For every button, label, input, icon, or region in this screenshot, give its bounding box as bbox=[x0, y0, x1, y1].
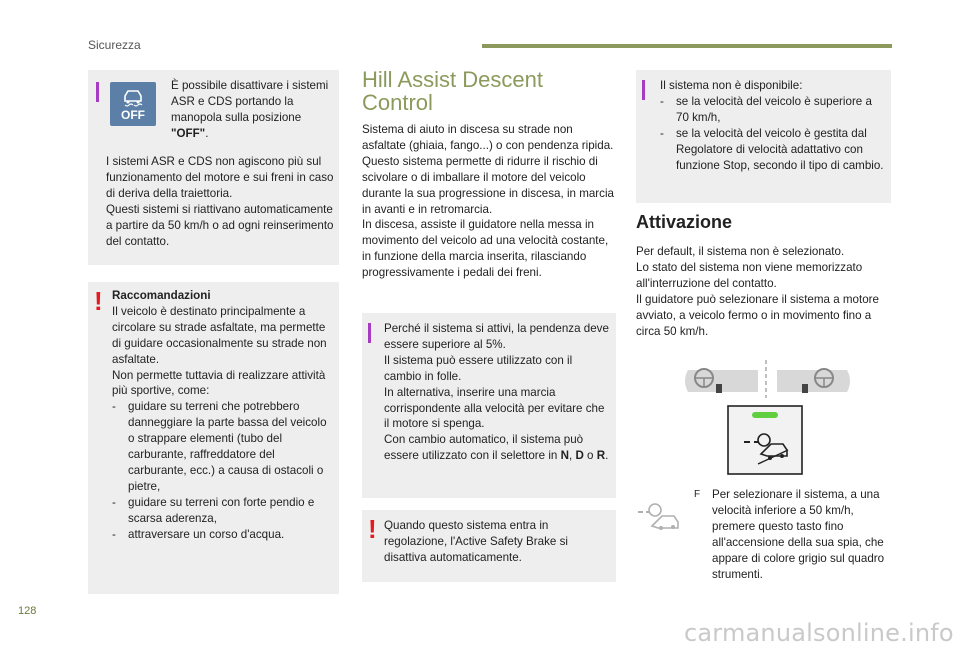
section-label: Sicurezza bbox=[88, 38, 141, 52]
asr-cds-off-icon bbox=[110, 82, 156, 126]
activation-steps bbox=[694, 487, 894, 582]
info-marker-icon bbox=[642, 80, 645, 100]
watermark: carmanualsonline.info bbox=[684, 619, 954, 647]
gear-n: N bbox=[560, 449, 569, 463]
activation-heading: Attivazione bbox=[636, 212, 733, 232]
gear-r: R bbox=[596, 449, 606, 463]
list-item: - guidare su terreni con forte pendio e scarsa aderenza, bbox=[112, 495, 336, 527]
activation-p1: Per default, il sistema non è selezionato. bbox=[636, 245, 845, 258]
hadc-info-p4: Con cambio automatico, il sistema può essere utilizzato con il selettore in N, D o R. bbox=[384, 433, 609, 463]
info-marker-icon bbox=[368, 323, 371, 343]
hadc-info-p2: Il sistema può essere utilizzato con il cambio in folle. bbox=[384, 353, 573, 383]
asr-paragraph-2: Questi sistemi si riattivano automaticamente a partire da 50 km/h o ad ogni reinserimento del contatto. bbox=[106, 203, 334, 248]
off-label: OFF bbox=[121, 108, 145, 122]
console-left-panel bbox=[685, 369, 758, 393]
info-marker-icon bbox=[96, 82, 99, 102]
hadc-info-box bbox=[362, 313, 616, 498]
hadc-button-icon bbox=[728, 406, 802, 474]
hadc-p3: In discesa, assiste il guidatore nella messa in movimento del veicolo ad una velocità costante, in funzione della marcia inserita, rilasciando progressivamente i pedali dei freni. bbox=[362, 218, 609, 280]
recommendations-p1: Il veicolo è destinato principalmente a circolare su strade asfaltate, ma permette di guidare occasionalmente su strade non asfaltate. bbox=[112, 304, 327, 366]
hadc-p2: Questo sistema permette di ridurre il rischio di scivolare o di imballare il motore del veicolo durante la sua progressione in discesa, in marcia in avanti e in retromarcia. bbox=[362, 154, 614, 216]
activation-p3: Il guidatore può selezionare il sistema a motore avviato, a veicolo fermo o in movimento fino a circa 50 km/h. bbox=[636, 292, 879, 338]
header-accent-bar bbox=[482, 44, 892, 48]
asr-info-box bbox=[88, 70, 339, 265]
page-number: 128 bbox=[18, 605, 37, 617]
safety-brake-warning-box bbox=[362, 510, 616, 582]
availability-list bbox=[660, 94, 886, 174]
recommendations-title: Raccomandazioni bbox=[112, 289, 211, 302]
safety-brake-text: Quando questo sistema entra in regolazione, l'Active Safety Brake si disattiva automaticamente. bbox=[384, 519, 568, 564]
asr-intro-text: È possibile disattivare i sistemi ASR e CDS portando la manopola sulla posizione "OFF". bbox=[171, 79, 329, 140]
warning-marker-icon: ! bbox=[94, 286, 103, 316]
availability-info-box bbox=[636, 70, 891, 203]
console-illustration bbox=[682, 358, 852, 478]
availability-intro: Il sistema non è disponibile: bbox=[660, 79, 803, 92]
warning-marker-icon: ! bbox=[368, 514, 377, 544]
page-title: Hill Assist Descent Control bbox=[362, 67, 543, 115]
hadc-info-p1: Perché il sistema si attivi, la pendenza deve essere superiore al 5%. bbox=[384, 322, 609, 351]
recommendations-list bbox=[112, 399, 336, 542]
activation-p2: Lo stato del sistema non viene memorizzato all'interruzione del contatto. bbox=[636, 260, 863, 290]
console-right-panel bbox=[777, 369, 850, 393]
list-item: - attraversare un corso d'acqua. bbox=[112, 527, 336, 543]
hadc-button-small-icon bbox=[636, 498, 684, 532]
recommendations-warning-box bbox=[88, 282, 339, 594]
gear-d: D bbox=[575, 449, 584, 463]
list-item: - se la velocità del veicolo è gestita dal Regolatore di velocità adattativo con funzione Stop, secondo il tipo di cambio. bbox=[660, 126, 886, 174]
list-item: - guidare su terreni che potrebbero danneggiare la parte bassa del veicolo o strappare elementi (tubo del carburante, raffreddatore del carburante, ecc.) a causa di ostacoli o pietre, bbox=[112, 399, 336, 494]
hadc-p1: Sistema di aiuto in discesa su strade non asfaltate (ghiaia, fango...) o con pendenza ripida. bbox=[362, 123, 614, 152]
asr-paragraph-1: I sistemi ASR e CDS non agiscono più sul funzionamento del motore e sui freni in caso di deriva della traiettoria. bbox=[106, 155, 334, 200]
list-item: F Per selezionare il sistema, a una velocità inferiore a 50 km/h, premere questo tasto fino all'accensione della sua spia, che appare di colore grigio sul quadro strumenti. bbox=[694, 487, 894, 582]
off-position: "OFF" bbox=[171, 126, 206, 140]
recommendations-p2: Non permette tuttavia di realizzare attività più sportive, come: bbox=[112, 368, 326, 398]
list-item: - se la velocità del veicolo è superiore a 70 km/h, bbox=[660, 94, 886, 126]
hadc-info-p3: In alternativa, inserire una marcia corrispondente alla velocità per evitare che il motore si spenga. bbox=[384, 385, 605, 431]
